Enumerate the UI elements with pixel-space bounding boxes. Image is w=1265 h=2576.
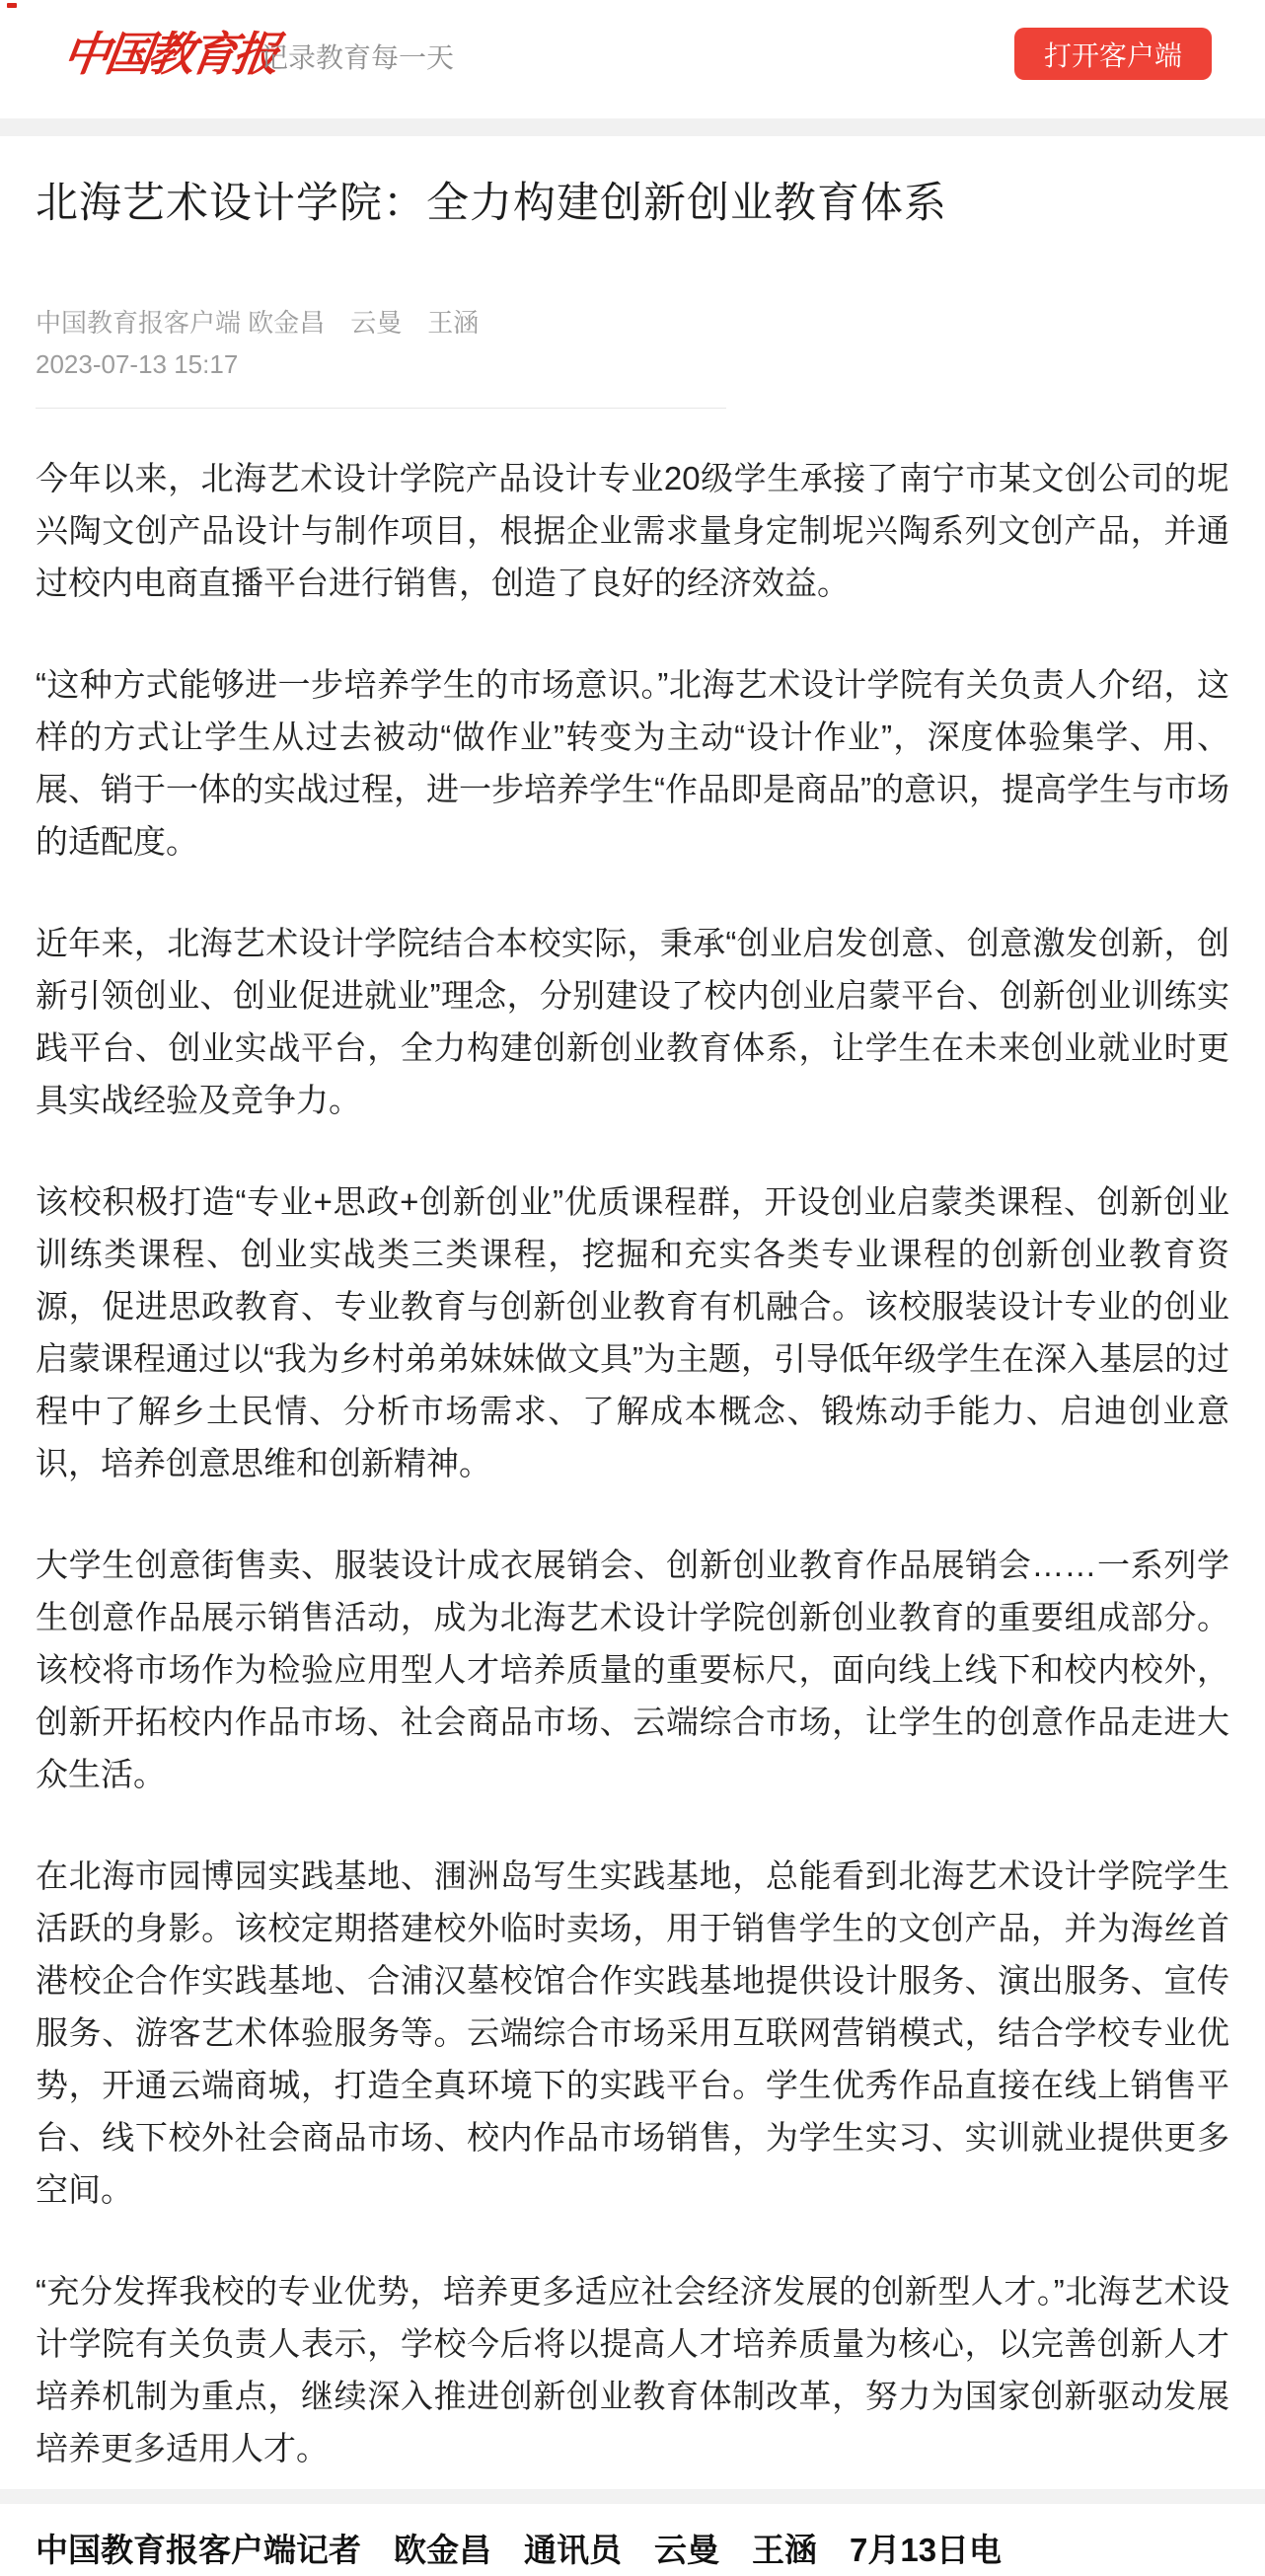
article bbox=[0, 176, 1265, 2576]
article-body bbox=[36, 452, 1229, 2474]
app-header bbox=[0, 0, 1265, 118]
article-title: 北海艺术设计学院：全力构建创新创业教育体系 bbox=[36, 180, 947, 227]
footer-strip bbox=[0, 2489, 1265, 2504]
article-paragraph: “充分发挥我校的专业优势，培养更多适应社会经济发展的创新型人才。”北海艺术设计学院有关负责人表示，学校今后将以提高人才培养质量为核心，以完善创新人才培养机制为重点，继续深入推进创新创业教育体制改革，努力为国家创新驱动发展培养更多适用人才。 bbox=[36, 2273, 1229, 2466]
corner-red-mark-icon bbox=[7, 3, 17, 8]
article-paragraph: “这种方式能够进一步培养学生的市场意识。”北海艺术设计学院有关负责人介绍，这样的方式让学生从过去被动“做作业”转变为主动“设计作业”，深度体验集学、用、展、销于一体的实战过程，进一步培养学生“作品即是商品”的意识，提高学生与市场的适配度。 bbox=[36, 666, 1229, 860]
article-paragraph: 该校积极打造“专业+思政+创新创业”优质课程群，开设创业启蒙类课程、创新创业训练类课程、创业实战类三类课程，挖掘和充实各类专业课程的创新创业教育资源，促进思政教育、专业教育与创新创业教育有机融合。该校服装设计专业的创业启蒙课程通过以“我为乡村弟弟妹妹做文具”为主题，引导低年级学生在深入基层的过程中了解乡土民情、分析市场需求、了解成本概念、锻炼动手能力、启迪创业意识，培养创意思维和创新精神。 bbox=[36, 1183, 1229, 1481]
meta-divider bbox=[36, 408, 726, 409]
article-paragraph: 今年以来，北海艺术设计学院产品设计专业20级学生承接了南宁市某文创公司的坭兴陶文创产品设计与制作项目，根据企业需求量身定制坭兴陶系列文创产品，并通过校内电商直播平台进行销售，创造了良好的经济效益。 bbox=[36, 460, 1229, 601]
masthead-logo: 中国教育报 bbox=[59, 28, 279, 82]
header-divider-band bbox=[0, 118, 1265, 136]
open-app-button[interactable]: 打开客户端 bbox=[1014, 28, 1212, 80]
article-datetime: 2023-07-13 15:17 bbox=[36, 349, 239, 379]
article-byline: 中国教育报客户端 欧金昌 云曼 王涵 bbox=[36, 308, 480, 338]
article-paragraph: 近年来，北海艺术设计学院结合本校实际，秉承“创业启发创意、创意激发创新，创新引领创业、创业促进就业”理念，分别建设了校内创业启蒙平台、创新创业训练实践平台、创业实战平台，全力构建创新创业教育体系，让学生在未来创业就业时更具实战经验及竞争力。 bbox=[36, 925, 1229, 1118]
article-signature: 中国教育报客户端记者 欧金昌 通讯员 云曼 王涵 7月13日电 bbox=[36, 2532, 1003, 2568]
article-paragraph: 大学生创意街售卖、服装设计成衣展销会、创新创业教育作品展销会……一系列学生创意作品展示销售活动，成为北海艺术设计学院创新创业教育的重要组成部分。该校将市场作为检验应用型人才培养质量的重要标尺，面向线上线下和校内校外，创新开拓校内作品市场、社会商品市场、云端综合市场，让学生的创意作品走进大众生活。 bbox=[36, 1547, 1229, 1792]
article-paragraph: 在北海市园博园实践基地、涠洲岛写生实践基地，总能看到北海艺术设计学院学生活跃的身影。该校定期搭建校外临时卖场，用于销售学生的文创产品，并为海丝首港校企合作实践基地、合浦汉墓校馆合作实践基地提供设计服务、演出服务、宣传服务、游客艺术体验服务等。云端综合市场采用互联网营销模式，结合学校专业优势，开通云端商城，打造全真环境下的实践平台。学生优秀作品直接在线上销售平台、线下校外社会商品市场、校内作品市场销售，为学生实习、实训就业提供更多空间。 bbox=[36, 1857, 1229, 2208]
masthead-tagline: 记录教育每一天 bbox=[260, 42, 455, 73]
